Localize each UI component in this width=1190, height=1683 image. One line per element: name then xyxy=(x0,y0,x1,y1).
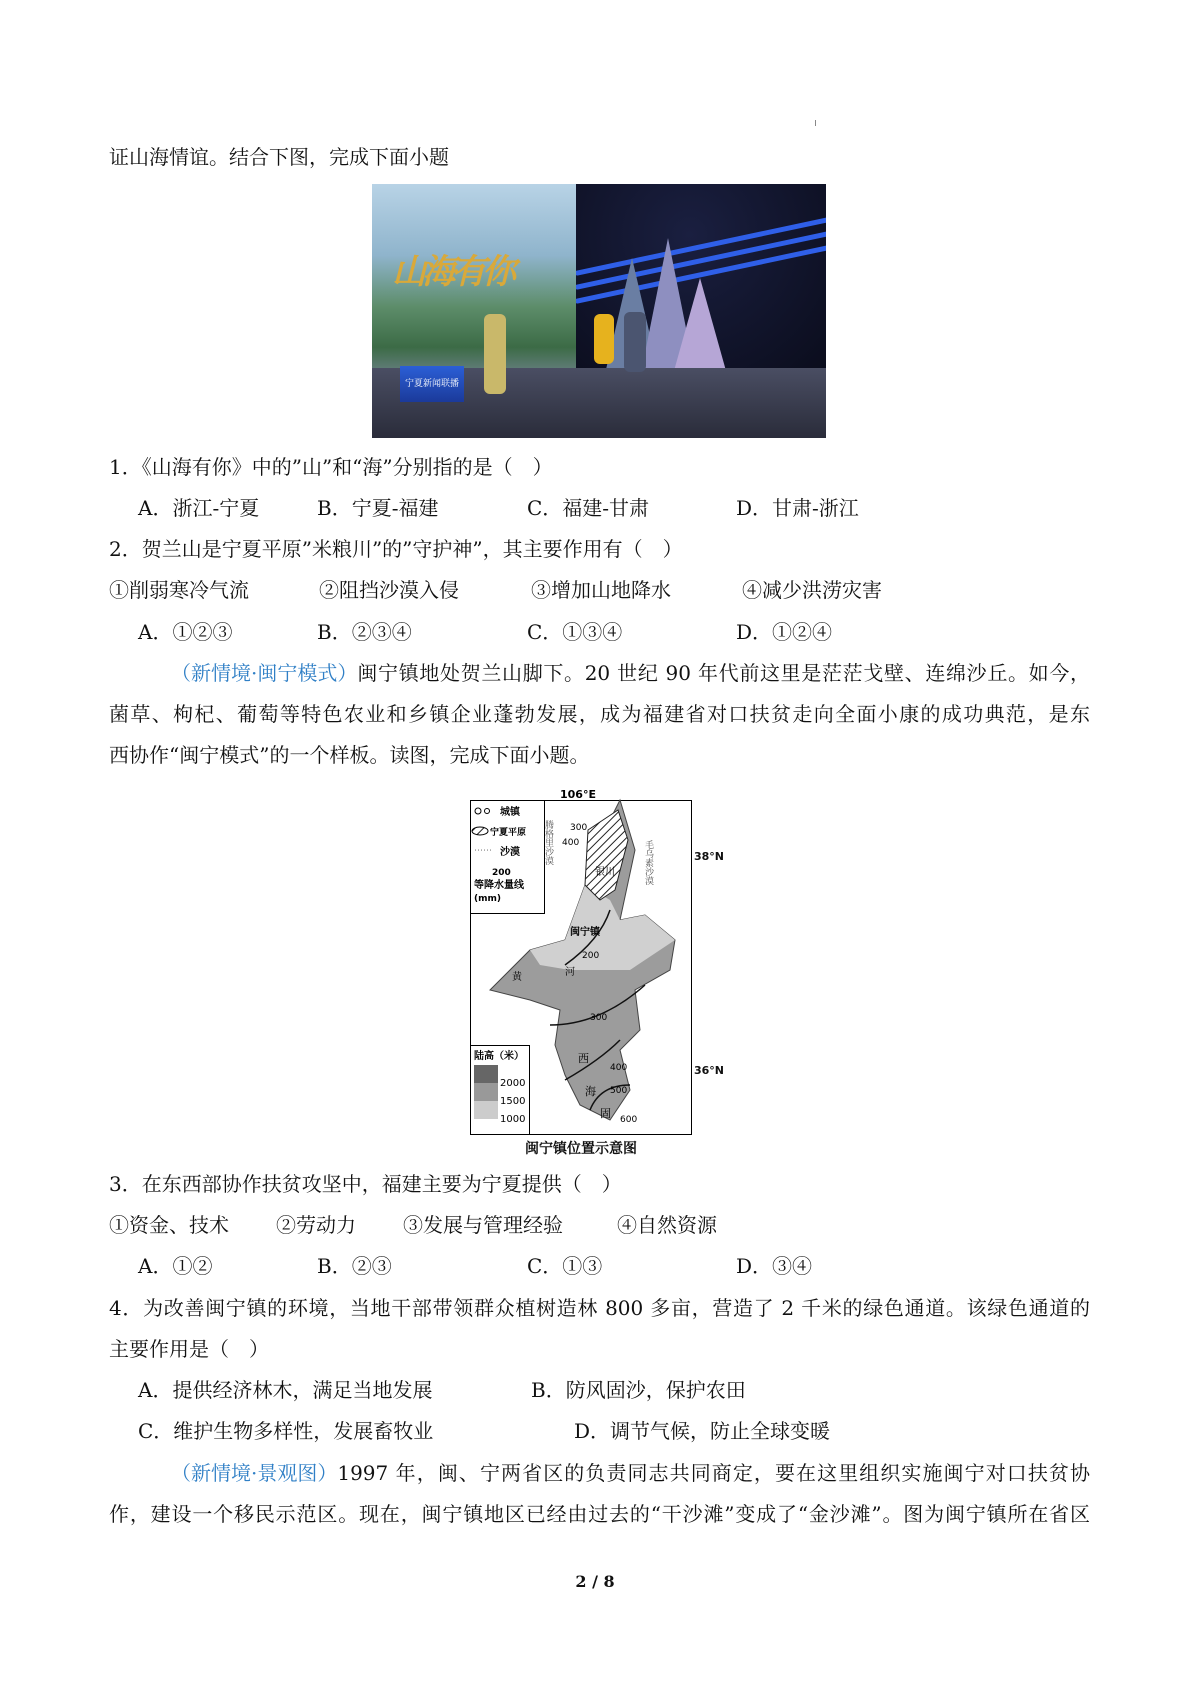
svg-text:1000: 1000 xyxy=(500,1114,526,1125)
minning-location-map xyxy=(470,790,692,1135)
lon-label: 106°E xyxy=(560,790,596,801)
margin-mark xyxy=(815,120,816,126)
q1-option-b[interactable]: B．宁夏-福建 xyxy=(317,496,439,520)
passage1-tag: （新情境·闽宁模式） xyxy=(171,661,358,685)
svg-text:600: 600 xyxy=(620,1115,638,1125)
q2-option-a[interactable]: A．①②③ xyxy=(138,620,233,644)
svg-text:河: 河 xyxy=(565,967,575,978)
svg-text:银川: 银川 xyxy=(595,867,615,878)
svg-text:西: 西 xyxy=(578,1052,589,1065)
passage1-text: 闽宁镇地处贺兰山脚下。20 世纪 90 年代前这里是茫茫戈壁、连绵沙丘。如今， xyxy=(357,661,1090,685)
q2-item-4: ④减少洪涝灾害 xyxy=(742,578,882,602)
q1-option-d[interactable]: D．甘肃-浙江 xyxy=(736,496,859,520)
svg-text:200: 200 xyxy=(492,868,511,878)
q4-stem-line-1: 4．为改善闽宁镇的环境，当地干部带领群众植树造林 800 多亩，营造了 2 千米的绿色通道。该绿色通道的 xyxy=(109,1296,1090,1320)
svg-text:宁夏平原: 宁夏平原 xyxy=(490,828,527,838)
q3-item-3: ③发展与管理经验 xyxy=(403,1213,563,1237)
passage2-tag: （新情境·景观图） xyxy=(171,1461,338,1485)
svg-text:毛乌素沙漠: 毛乌素沙漠 xyxy=(643,840,653,885)
svg-text:⋯⋯: ⋯⋯ xyxy=(474,846,492,856)
q1-stem: 1．《山海有你》中的”山”和“海”分别指的是（ ） xyxy=(109,455,553,479)
intro-line: 证山海情谊。结合下图，完成下面小题 xyxy=(109,145,449,169)
q3-stem: 3．在东西部协作扶贫攻坚中，福建主要为宁夏提供（ ） xyxy=(109,1172,622,1196)
passage2-text: 1997 年，闽、宁两省区的负责同志共同商定，要在这里组织实施闽宁对口扶贫协 xyxy=(337,1461,1090,1485)
q4-stem-line-2: 主要作用是（ ） xyxy=(109,1337,269,1361)
svg-text:腾格里沙漠: 腾格里沙漠 xyxy=(543,820,553,865)
svg-text:闽宁镇: 闽宁镇 xyxy=(570,927,600,938)
q2-stem: 2．贺兰山是宁夏平原”米粮川”的”守护神”，其主要作用有（ ） xyxy=(109,537,683,561)
q4-option-d[interactable]: D．调节气候，防止全球变暖 xyxy=(574,1419,831,1443)
svg-text:城镇: 城镇 xyxy=(500,807,520,818)
svg-text:沙漠: 沙漠 xyxy=(500,847,520,858)
q4-option-b[interactable]: B．防风固沙，保护农田 xyxy=(531,1378,746,1402)
lat-38-label: 38°N xyxy=(694,850,725,863)
map-caption: 闽宁镇位置示意图 xyxy=(525,1141,637,1157)
svg-text:1500: 1500 xyxy=(500,1096,526,1107)
q3-option-d[interactable]: D．③④ xyxy=(736,1254,813,1278)
svg-text:300: 300 xyxy=(570,823,588,833)
svg-text:2000: 2000 xyxy=(500,1078,526,1089)
svg-text:(mm): (mm) xyxy=(474,894,501,904)
page-number: 2 / 8 xyxy=(575,1572,615,1591)
q2-option-c[interactable]: C．①③④ xyxy=(527,620,623,644)
q3-item-4: ④自然资源 xyxy=(617,1213,717,1237)
svg-text:500: 500 xyxy=(610,1086,628,1096)
passage1-line-2: 菌草、枸杞、葡萄等特色农业和乡镇企业蓬勃发展，成为福建省对口扶贫走向全面小康的成功典范，是东 xyxy=(109,702,1090,726)
passage2-line-1 xyxy=(171,1461,1090,1485)
q2-item-3: ③增加山地降水 xyxy=(531,578,671,602)
svg-text:等降水量线: 等降水量线 xyxy=(474,880,524,891)
q2-option-b[interactable]: B．②③④ xyxy=(317,620,412,644)
passage1-line-1 xyxy=(171,661,1090,685)
q2-option-d[interactable]: D．①②④ xyxy=(736,620,833,644)
passage2-line-2: 作，建设一个移民示范区。现在，闽宁镇地区已经由过去的“干沙滩”变成了“金沙滩”。图为闽宁镇所在省区 xyxy=(109,1502,1090,1526)
show-title: 山海有你 xyxy=(392,252,512,292)
svg-text:固: 固 xyxy=(600,1107,611,1120)
q3-item-1: ①资金、技术 xyxy=(109,1213,229,1237)
svg-text:黄: 黄 xyxy=(512,972,522,983)
q4-option-c[interactable]: C．维护生物多样性，发展畜牧业 xyxy=(138,1419,434,1443)
q4-option-a[interactable]: A．提供经济林木，满足当地发展 xyxy=(138,1378,433,1402)
passage1-line-3: 西协作“闽宁模式”的一个样板。读图，完成下面小题。 xyxy=(109,743,590,767)
tv-show-photo xyxy=(372,184,826,438)
svg-text:陆高（米）: 陆高（米） xyxy=(474,1051,524,1062)
svg-text:400: 400 xyxy=(610,1063,628,1073)
svg-text:300: 300 xyxy=(590,1013,608,1023)
q1-option-c[interactable]: C．福建-甘肃 xyxy=(527,496,650,520)
q3-item-2: ②劳动力 xyxy=(276,1213,356,1237)
q2-item-2: ②阻挡沙漠入侵 xyxy=(319,578,459,602)
q3-option-b[interactable]: B．②③ xyxy=(317,1254,392,1278)
svg-text:400: 400 xyxy=(562,838,580,848)
lat-36-label: 36°N xyxy=(694,1064,725,1077)
q3-option-a[interactable]: A．①② xyxy=(138,1254,213,1278)
q1-option-a[interactable]: A．浙江-宁夏 xyxy=(138,496,260,520)
svg-text:200: 200 xyxy=(582,951,600,961)
q3-option-c[interactable]: C．①③ xyxy=(527,1254,603,1278)
svg-text:海: 海 xyxy=(585,1085,596,1098)
q2-item-1: ①削弱寒冷气流 xyxy=(109,578,249,602)
station-logo: 宁夏新闻联播 xyxy=(400,366,464,402)
